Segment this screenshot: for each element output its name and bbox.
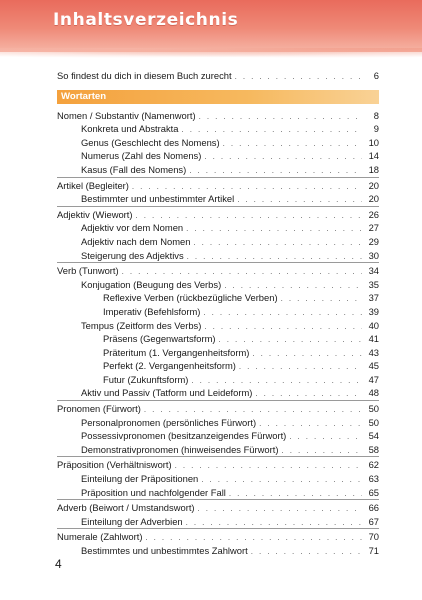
toc-page-number: 40 xyxy=(368,319,379,331)
toc-page-number: 20 xyxy=(368,179,379,191)
toc-entry-row[interactable] xyxy=(57,122,379,136)
toc-entry-label: Futur (Zukunftsform) xyxy=(103,373,189,385)
table-of-contents xyxy=(57,69,379,558)
toc-page-number: 26 xyxy=(368,208,379,220)
toc-entry-label: Einteilung der Adverbien xyxy=(81,515,183,527)
dot-leader xyxy=(235,70,362,84)
toc-entry-row[interactable] xyxy=(57,332,379,346)
dot-leader xyxy=(175,459,362,473)
toc-page-number: 18 xyxy=(368,163,379,175)
toc-entry-row[interactable] xyxy=(57,305,379,319)
toc-entry-list xyxy=(57,109,379,558)
page-title: Inhaltsverzeichnis xyxy=(53,10,239,30)
toc-entry-label: Numerale (Zahlwort) xyxy=(57,531,143,543)
toc-entry-row[interactable] xyxy=(57,208,379,222)
toc-entry-label: Adjektiv (Wiewort) xyxy=(57,208,133,220)
toc-entry-row[interactable] xyxy=(57,109,379,123)
toc-page-number: 6 xyxy=(373,70,379,81)
toc-entry-row[interactable] xyxy=(57,291,379,305)
toc-page-number: 8 xyxy=(373,109,379,121)
toc-entry-label: Reflexive Verben (rückbezügliche Verben) xyxy=(103,292,278,304)
toc-page-number: 43 xyxy=(368,346,379,358)
dot-leader xyxy=(193,236,362,250)
toc-entry-row[interactable] xyxy=(57,386,379,400)
toc-entry-row[interactable] xyxy=(57,136,379,150)
toc-entry-row[interactable] xyxy=(57,346,379,360)
dot-leader xyxy=(191,374,362,388)
dot-leader xyxy=(289,430,362,444)
dot-leader xyxy=(224,279,362,293)
toc-entry-label: Verb (Tunwort) xyxy=(57,265,119,277)
toc-entry-label: Demonstrativpronomen (hinweisendes Fürwort) xyxy=(81,443,279,455)
dot-leader xyxy=(122,265,362,279)
toc-page-number: 62 xyxy=(368,459,379,471)
toc-entry-row[interactable] xyxy=(57,149,379,163)
dot-leader xyxy=(144,403,362,417)
dot-leader xyxy=(281,444,362,458)
dot-leader xyxy=(204,150,362,164)
dot-leader xyxy=(259,417,362,431)
toc-entry-label: Bestimmtes und unbestimmtes Zahlwort xyxy=(81,545,248,556)
toc-entry-row[interactable] xyxy=(57,416,379,430)
dot-leader xyxy=(187,250,362,264)
toc-entry-label: Kasus (Fall des Nomens) xyxy=(81,163,187,175)
toc-page-number: 48 xyxy=(368,387,379,399)
toc-page-number: 20 xyxy=(368,193,379,205)
toc-page-number: 50 xyxy=(368,403,379,415)
toc-entry-label: So findest du dich in diesem Buch zurecht xyxy=(57,70,232,81)
toc-entry-row[interactable] xyxy=(57,544,379,558)
toc-entry-label: Numerus (Zahl des Nomens) xyxy=(81,150,202,162)
dot-leader xyxy=(145,531,362,545)
toc-page-number: 27 xyxy=(368,222,379,234)
toc-entry-label: Aktiv und Passiv (Tatform und Leideform) xyxy=(81,387,253,399)
toc-entry-label: Nomen / Substantiv (Namenwort) xyxy=(57,109,196,121)
toc-entry-row[interactable] xyxy=(57,235,379,249)
toc-page-number: 29 xyxy=(368,235,379,247)
toc-page-number: 37 xyxy=(368,292,379,304)
toc-entry-label: Adjektiv nach dem Nomen xyxy=(81,235,191,247)
toc-entry-row[interactable] xyxy=(57,221,379,235)
dot-leader xyxy=(251,545,362,559)
dot-leader xyxy=(186,516,362,530)
toc-entry-row[interactable] xyxy=(57,501,379,515)
toc-entry-label: Konjugation (Beugung des Verbs) xyxy=(81,278,222,290)
dot-leader xyxy=(199,110,362,124)
dot-leader xyxy=(203,306,362,320)
toc-entry-row[interactable] xyxy=(57,486,379,500)
toc-entry-row[interactable] xyxy=(57,402,379,416)
toc-page-number: 58 xyxy=(368,443,379,455)
toc-entry-row[interactable] xyxy=(57,179,379,193)
dot-leader xyxy=(132,180,362,194)
dot-leader xyxy=(219,333,362,347)
toc-page-number: 71 xyxy=(368,545,379,556)
toc-entry-row[interactable] xyxy=(57,373,379,387)
dot-leader xyxy=(181,123,362,137)
toc-entry-label: Einteilung der Präpositionen xyxy=(81,473,199,485)
toc-page-number: 47 xyxy=(368,373,379,385)
toc-entry-row[interactable] xyxy=(57,429,379,443)
toc-entry-label: Konkreta und Abstrakta xyxy=(81,123,179,135)
toc-page-number: 10 xyxy=(368,136,379,148)
toc-entry-label: Präposition (Verhältniswort) xyxy=(57,459,172,471)
toc-page-number: 67 xyxy=(368,515,379,527)
toc-page-number: 30 xyxy=(368,249,379,261)
toc-entry-label: Personalpronomen (persönliches Fürwort) xyxy=(81,416,257,428)
toc-entry-row[interactable] xyxy=(57,319,379,333)
toc-page-number: 9 xyxy=(373,123,379,135)
dot-leader xyxy=(204,320,362,334)
dot-leader xyxy=(239,360,362,374)
toc-page-number: 35 xyxy=(368,278,379,290)
toc-entry-row[interactable] xyxy=(57,163,379,177)
toc-entry-row[interactable] xyxy=(57,278,379,292)
toc-page-number: 34 xyxy=(368,265,379,277)
toc-entry-label: Perfekt (2. Vergangenheitsform) xyxy=(103,360,236,372)
toc-entry-row[interactable] xyxy=(57,515,379,529)
toc-page-number: 66 xyxy=(368,502,379,514)
toc-entry-label: Artikel (Begleiter) xyxy=(57,179,129,191)
toc-entry-row[interactable] xyxy=(57,458,379,472)
toc-entry-label: Steigerung des Adjektivs xyxy=(81,249,184,261)
toc-entry-row[interactable] xyxy=(57,472,379,486)
header-band xyxy=(0,0,422,52)
dot-leader xyxy=(136,209,362,223)
section-header-wortarten: Wortarten xyxy=(57,90,379,104)
toc-intro-row[interactable] xyxy=(57,69,379,83)
toc-page-number: 50 xyxy=(368,416,379,428)
toc-page-number: 70 xyxy=(368,531,379,543)
dot-leader xyxy=(223,137,362,151)
toc-entry-label: Adverb (Beiwort / Umstandswort) xyxy=(57,502,195,514)
toc-entry-label: Imperativ (Befehlsform) xyxy=(103,305,201,317)
toc-entry-label: Genus (Geschlecht des Nomens) xyxy=(81,136,220,148)
toc-entry-label: Präteritum (1. Vergangenheitsform) xyxy=(103,346,250,358)
toc-entry-label: Präposition und nachfolgender Fall xyxy=(81,486,226,498)
toc-entry-row[interactable] xyxy=(57,443,379,457)
dot-leader xyxy=(237,193,362,207)
toc-page-number: 45 xyxy=(368,360,379,372)
dot-leader xyxy=(198,502,362,516)
dot-leader xyxy=(201,473,362,487)
toc-entry-label: Possessivpronomen (besitzanzeigendes Fürwort) xyxy=(81,430,287,442)
toc-entry-label: Pronomen (Fürwort) xyxy=(57,403,141,415)
toc-page-number: 63 xyxy=(368,473,379,485)
dot-leader xyxy=(252,347,362,361)
toc-page-number: 39 xyxy=(368,305,379,317)
toc-entry-label: Adjektiv vor dem Nomen xyxy=(81,222,184,234)
toc-page-number: 14 xyxy=(368,150,379,162)
toc-page-number: 65 xyxy=(368,486,379,498)
dot-leader xyxy=(281,292,362,306)
toc-page-number: 41 xyxy=(368,333,379,345)
toc-entry-row[interactable] xyxy=(57,249,379,263)
toc-entry-label: Bestimmter und unbestimmter Artikel xyxy=(81,193,235,205)
toc-page-number: 54 xyxy=(368,430,379,442)
page-number: 4 xyxy=(55,557,62,571)
toc-entry-row[interactable] xyxy=(57,359,379,373)
toc-entry-label: Präsens (Gegenwartsform) xyxy=(103,333,216,345)
toc-entry-row[interactable] xyxy=(57,264,379,278)
dot-leader xyxy=(255,387,362,401)
dot-leader xyxy=(189,164,362,178)
toc-entry-row[interactable] xyxy=(57,530,379,544)
dot-leader xyxy=(229,487,362,501)
toc-entry-row[interactable] xyxy=(57,192,379,206)
toc-entry-label: Tempus (Zeitform des Verbs) xyxy=(81,319,202,331)
dot-leader xyxy=(186,222,362,236)
